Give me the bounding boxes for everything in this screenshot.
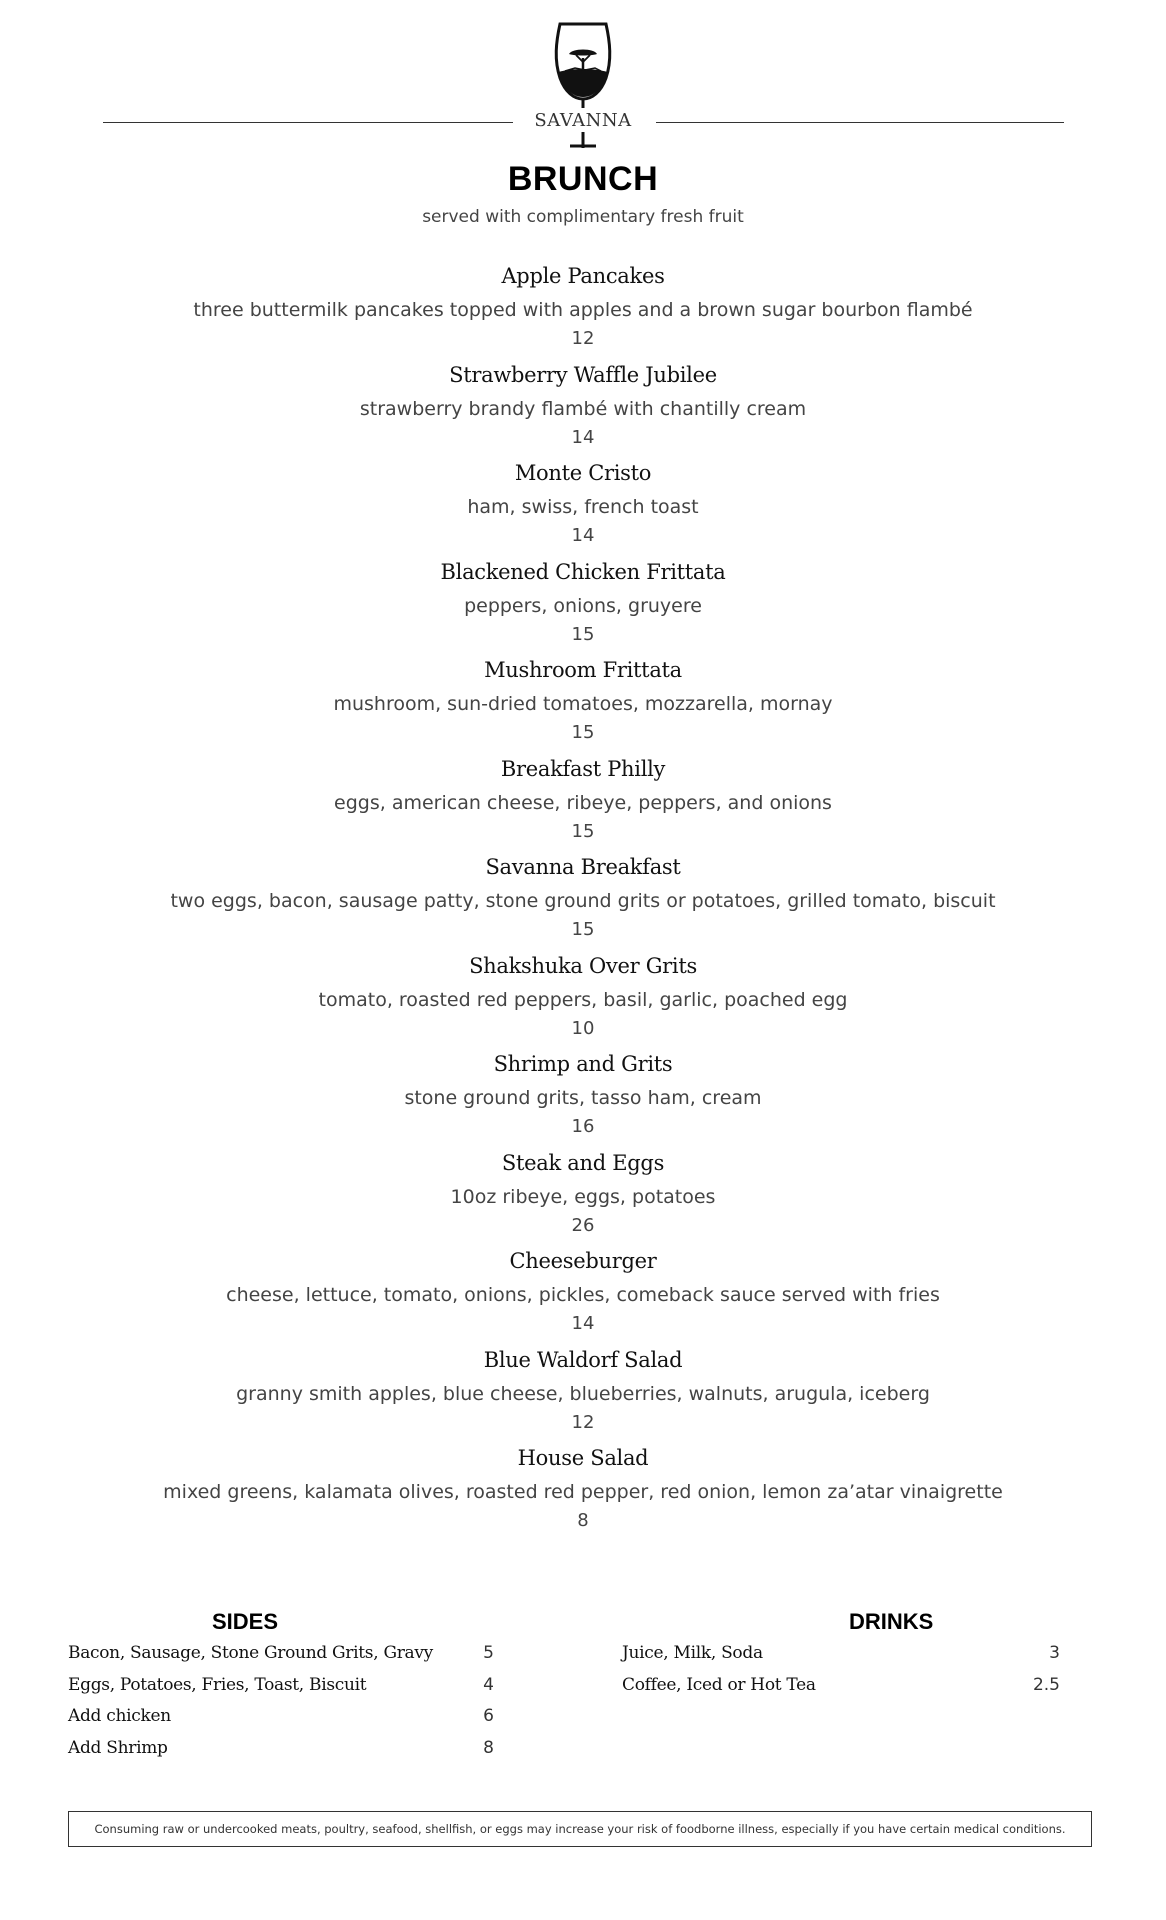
menu-item-description: two eggs, bacon, sausage patty, stone ground grits or potatoes, grilled tomato, biscuit	[170, 890, 996, 912]
menu-item-name: House Salad	[517, 1446, 649, 1470]
menu-item	[0, 654, 1166, 753]
menu-item-price: 14	[571, 1313, 595, 1334]
menu-item-name: Shakshuka Over Grits	[469, 953, 697, 978]
menu-item-name: Strawberry Waffle Jubilee	[449, 362, 717, 387]
side-item-price: 4	[483, 1674, 494, 1695]
sides-list	[68, 1638, 494, 1764]
menu-item-description: granny smith apples, blue cheese, blueberries, walnuts, arugula, iceberg	[236, 1382, 930, 1405]
drink-item	[622, 1638, 1060, 1670]
menu-item-name: Shrimp and Grits	[493, 1052, 673, 1076]
header	[0, 18, 1166, 148]
drink-item-label: Coffee, Iced or Hot Tea	[622, 1674, 816, 1695]
menu-item-price: 12	[571, 1411, 595, 1433]
food-safety-disclaimer: Consuming raw or undercooked meats, poultry, seafood, shellfish, or eggs may increase your risk of foodborne illness, especially if you have certain medical conditions.	[68, 1811, 1092, 1847]
menu-item-name: Monte Cristo	[514, 461, 652, 485]
menu-item-description: ham, swiss, french toast	[467, 496, 699, 518]
side-item-label: Bacon, Sausage, Stone Ground Grits, Gravy	[68, 1643, 433, 1663]
side-item-price: 6	[483, 1706, 494, 1726]
menu-item-name: Apple Pancakes	[501, 264, 665, 288]
menu-item	[0, 1442, 1166, 1541]
menu-item-price: 15	[571, 919, 595, 940]
menu-item-name: Blackened Chicken Frittata	[440, 559, 726, 584]
side-item-label: Add Shrimp	[68, 1737, 168, 1758]
menu-item-name: Blue Waldorf Salad	[483, 1347, 683, 1372]
menu-item-name: Mushroom Frittata	[484, 658, 682, 682]
menu-item-name: Cheeseburger	[509, 1249, 657, 1273]
menu-item-price: 16	[571, 1116, 595, 1137]
menu-item	[0, 851, 1166, 950]
menu-item-price: 12	[571, 328, 595, 349]
page-title: BRUNCH	[507, 160, 659, 198]
menu-item	[0, 1245, 1166, 1344]
menu-item-description: stone ground grits, tasso ham, cream	[404, 1087, 762, 1109]
menu-item-description: peppers, onions, gruyere	[464, 594, 702, 617]
sides-heading: SIDES	[212, 1609, 279, 1634]
side-item-price: 5	[483, 1643, 494, 1663]
menu-item-description: cheese, lettuce, tomato, onions, pickles, comeback sauce served with fries	[226, 1284, 940, 1306]
menu-item-price: 26	[571, 1214, 595, 1236]
menu-item	[0, 260, 1166, 359]
side-item	[68, 1638, 494, 1670]
drink-item	[622, 1670, 1060, 1702]
menu-item	[0, 1344, 1166, 1443]
side-item-price: 8	[483, 1737, 494, 1758]
menu-item	[0, 950, 1166, 1049]
menu-item-price: 14	[571, 426, 595, 448]
menu-item-description: mixed greens, kalamata olives, roasted red pepper, red onion, lemon za’atar vinaigrette	[163, 1481, 1003, 1503]
menu-item-name: Savanna Breakfast	[485, 855, 681, 879]
brand-name: SAVANNA	[0, 110, 1166, 131]
drinks-heading: DRINKS	[849, 1609, 934, 1634]
side-item	[68, 1670, 494, 1702]
menu-item-description: 10oz ribeye, eggs, potatoes	[450, 1185, 716, 1208]
menu-item-price: 15	[571, 623, 595, 645]
menu-item-name: Steak and Eggs	[501, 1150, 665, 1175]
menu-item	[0, 1048, 1166, 1147]
menu-item-description: strawberry brandy flambé with chantilly cream	[359, 397, 807, 420]
menu-item	[0, 753, 1166, 852]
menu-item-price: 15	[571, 722, 595, 743]
drinks-list	[622, 1638, 1060, 1701]
menu-item-price: 14	[571, 525, 595, 546]
menu-item	[0, 359, 1166, 458]
side-item-label: Eggs, Potatoes, Fries, Toast, Biscuit	[68, 1674, 367, 1695]
menu-item	[0, 457, 1166, 556]
menu-item	[0, 556, 1166, 655]
menu-item	[0, 1147, 1166, 1246]
side-item	[68, 1701, 494, 1733]
side-item	[68, 1733, 494, 1765]
menu-item-price: 8	[577, 1510, 589, 1531]
menu-item-description: eggs, american cheese, ribeye, peppers, and onions	[334, 791, 832, 814]
page-subtitle: served with complimentary fresh fruit	[422, 207, 744, 227]
drink-item-price: 3	[1049, 1643, 1060, 1663]
side-item-label: Add chicken	[68, 1706, 171, 1726]
drink-item-price: 2.5	[1032, 1674, 1060, 1695]
menu-item-description: tomato, roasted red peppers, basil, garlic, poached egg	[318, 988, 848, 1011]
menu-item-name: Breakfast Philly	[500, 756, 666, 781]
menu-item-description: three buttermilk pancakes topped with apples and a brown sugar bourbon flambé	[193, 299, 973, 321]
drink-item-label: Juice, Milk, Soda	[622, 1643, 763, 1663]
menu-item-price: 15	[571, 820, 595, 842]
brunch-menu-list	[0, 260, 1166, 1541]
menu-item-price: 10	[571, 1017, 595, 1039]
menu-item-description: mushroom, sun-dried tomatoes, mozzarella, mornay	[333, 693, 833, 715]
